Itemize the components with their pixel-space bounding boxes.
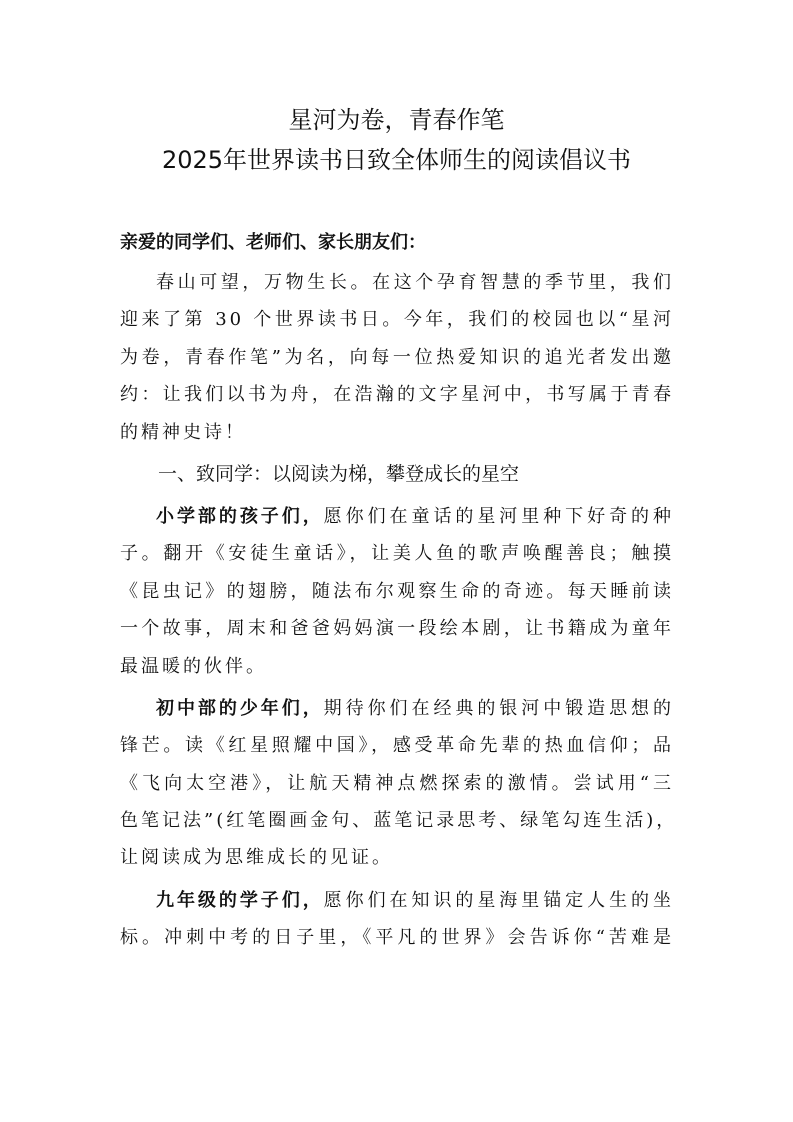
text-segment: 愿你们在童话的星河里种下好奇的种 xyxy=(323,505,675,527)
text-line: 约：让我们以书为舟，在浩瀚的文字星河中，书写属于青春 xyxy=(120,384,674,406)
text-line: 迎来了第 30 个世界读书日。今年，我们的校园也以“星河 xyxy=(120,309,674,331)
text-line: 让阅读成为思维成长的见证。 xyxy=(120,847,393,869)
text-line: 《昆虫记》的翅膀，随法布尔观察生命的奇迹。每天睡前读 xyxy=(120,580,674,602)
text-line: 最温暖的伙伴。 xyxy=(120,655,267,677)
text-line: 的精神史诗！ xyxy=(120,421,246,443)
text-line: 锋芒。读《红星照耀中国》，感受革命先辈的热血信仰；品 xyxy=(120,735,674,757)
title-line-sub: 2025年世界读书日致全体师生的阅读倡议书 xyxy=(161,146,632,174)
text-line xyxy=(120,690,674,727)
intro-paragraph xyxy=(120,264,674,451)
title-line-main: 星河为卷，青春作笔 xyxy=(288,106,505,134)
text-line xyxy=(120,882,674,919)
text-segment: 愿你们在知识的星海里锚定人生的坐 xyxy=(323,889,675,911)
paragraph-lead: 小学部的孩子们， xyxy=(156,505,324,527)
document-body xyxy=(120,226,678,962)
document-title xyxy=(0,100,793,180)
primary-school-paragraph xyxy=(120,498,674,685)
text-line: 春山可望，万物生长。在这个孕育智慧的季节里，我们 xyxy=(156,272,674,293)
junior-high-paragraph xyxy=(120,690,678,877)
text-line: 色笔记法”(红笔圈画金句、蓝笔记录思考、绿笔勾连生活)， xyxy=(120,810,678,832)
text-line: 一个故事，周末和爸爸妈妈演一段绘本剧，让书籍成为童年 xyxy=(120,618,674,640)
paragraph-lead: 九年级的学子们， xyxy=(156,889,324,911)
paragraph-lead: 初中部的少年们， xyxy=(156,697,324,719)
grade-nine-paragraph xyxy=(120,882,674,957)
text-line: 为卷，青春作笔”为名，向每一位热爱知识的追光者发出邀 xyxy=(120,346,674,368)
text-line: 标。冲刺中考的日子里，《平凡的世界》会告诉你“苦难是 xyxy=(120,927,674,949)
text-segment: 期待你们在经典的银河中锻造思想的 xyxy=(323,697,675,719)
section-heading-students: 一、致同学：以阅读为梯，攀登成长的星空 xyxy=(158,462,520,485)
greeting: 亲爱的同学们、老师们、家长朋友们： xyxy=(120,232,426,253)
text-line: 《飞向太空港》，让航天精神点燃探索的激情。尝试用“三 xyxy=(120,772,674,794)
text-line xyxy=(120,498,674,535)
text-line: 子。翻开《安徒生童话》，让美人鱼的歌声唤醒善良；触摸 xyxy=(120,543,674,565)
